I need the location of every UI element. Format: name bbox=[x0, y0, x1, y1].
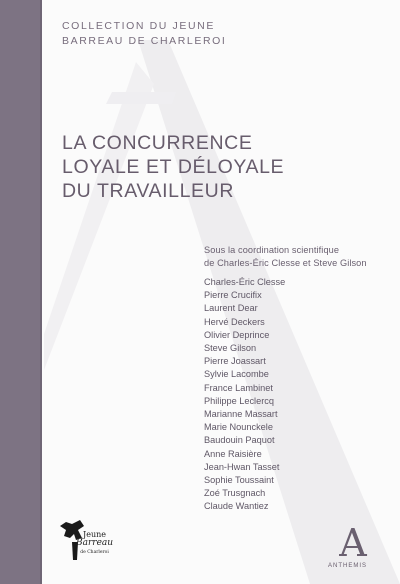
author-name: Zoé Trusgnach bbox=[204, 488, 266, 499]
author-name: Philippe Leclercq bbox=[204, 395, 274, 406]
author-name: Jean-Hwan Tasset bbox=[204, 461, 280, 472]
author-name: Steve Gilson bbox=[204, 343, 257, 354]
book-title bbox=[62, 131, 284, 203]
badge-line-3: de Charleroi bbox=[80, 550, 109, 555]
coordination-credit bbox=[204, 244, 367, 270]
author-name: Claude Wantiez bbox=[204, 501, 269, 512]
author-name: Hervé Deckers bbox=[204, 316, 265, 327]
badge-line-2: Barreau bbox=[76, 538, 114, 548]
author-name: Charles-Éric Clesse bbox=[204, 277, 286, 287]
author-name: Marianne Massart bbox=[204, 409, 278, 420]
collection-line-1: COLLECTION DU JEUNE bbox=[62, 20, 215, 32]
publisher-name: ANTHEMIS bbox=[328, 563, 368, 569]
collection-name bbox=[62, 19, 226, 49]
anthemis-logo-icon bbox=[338, 524, 368, 560]
author-name: France Lambinet bbox=[204, 382, 273, 393]
title-line-1: LA CONCURRENCE bbox=[62, 132, 253, 154]
author-name: Pierre Crucifix bbox=[204, 290, 262, 301]
author-name: Laurent Dear bbox=[204, 303, 258, 314]
author-name: Marie Nounckele bbox=[204, 422, 273, 433]
title-line-3: DU TRAVAILLEUR bbox=[62, 180, 235, 202]
author-name: Sylvie Lacombe bbox=[204, 369, 269, 380]
title-line-2: LOYALE ET DÉLOYALE bbox=[62, 156, 285, 178]
coordination-line-1: Sous la coordination scientifique bbox=[204, 245, 340, 255]
author-name: Pierre Joassart bbox=[204, 356, 266, 367]
logo-letter: A bbox=[339, 524, 367, 560]
badge-line-1: Jeune bbox=[83, 530, 107, 539]
author-name: Baudouin Paquot bbox=[204, 435, 275, 446]
collection-line-2: BARREAU DE CHARLEROI bbox=[62, 35, 227, 47]
author-name: Sophie Toussaint bbox=[204, 475, 274, 486]
author-name: Olivier Deprince bbox=[204, 329, 270, 340]
coordination-line-2: de Charles-Éric Clesse et Steve Gilson bbox=[204, 258, 367, 268]
author-name: Anne Raisière bbox=[204, 448, 262, 459]
badge-text bbox=[76, 530, 113, 557]
authors-list bbox=[204, 276, 285, 514]
